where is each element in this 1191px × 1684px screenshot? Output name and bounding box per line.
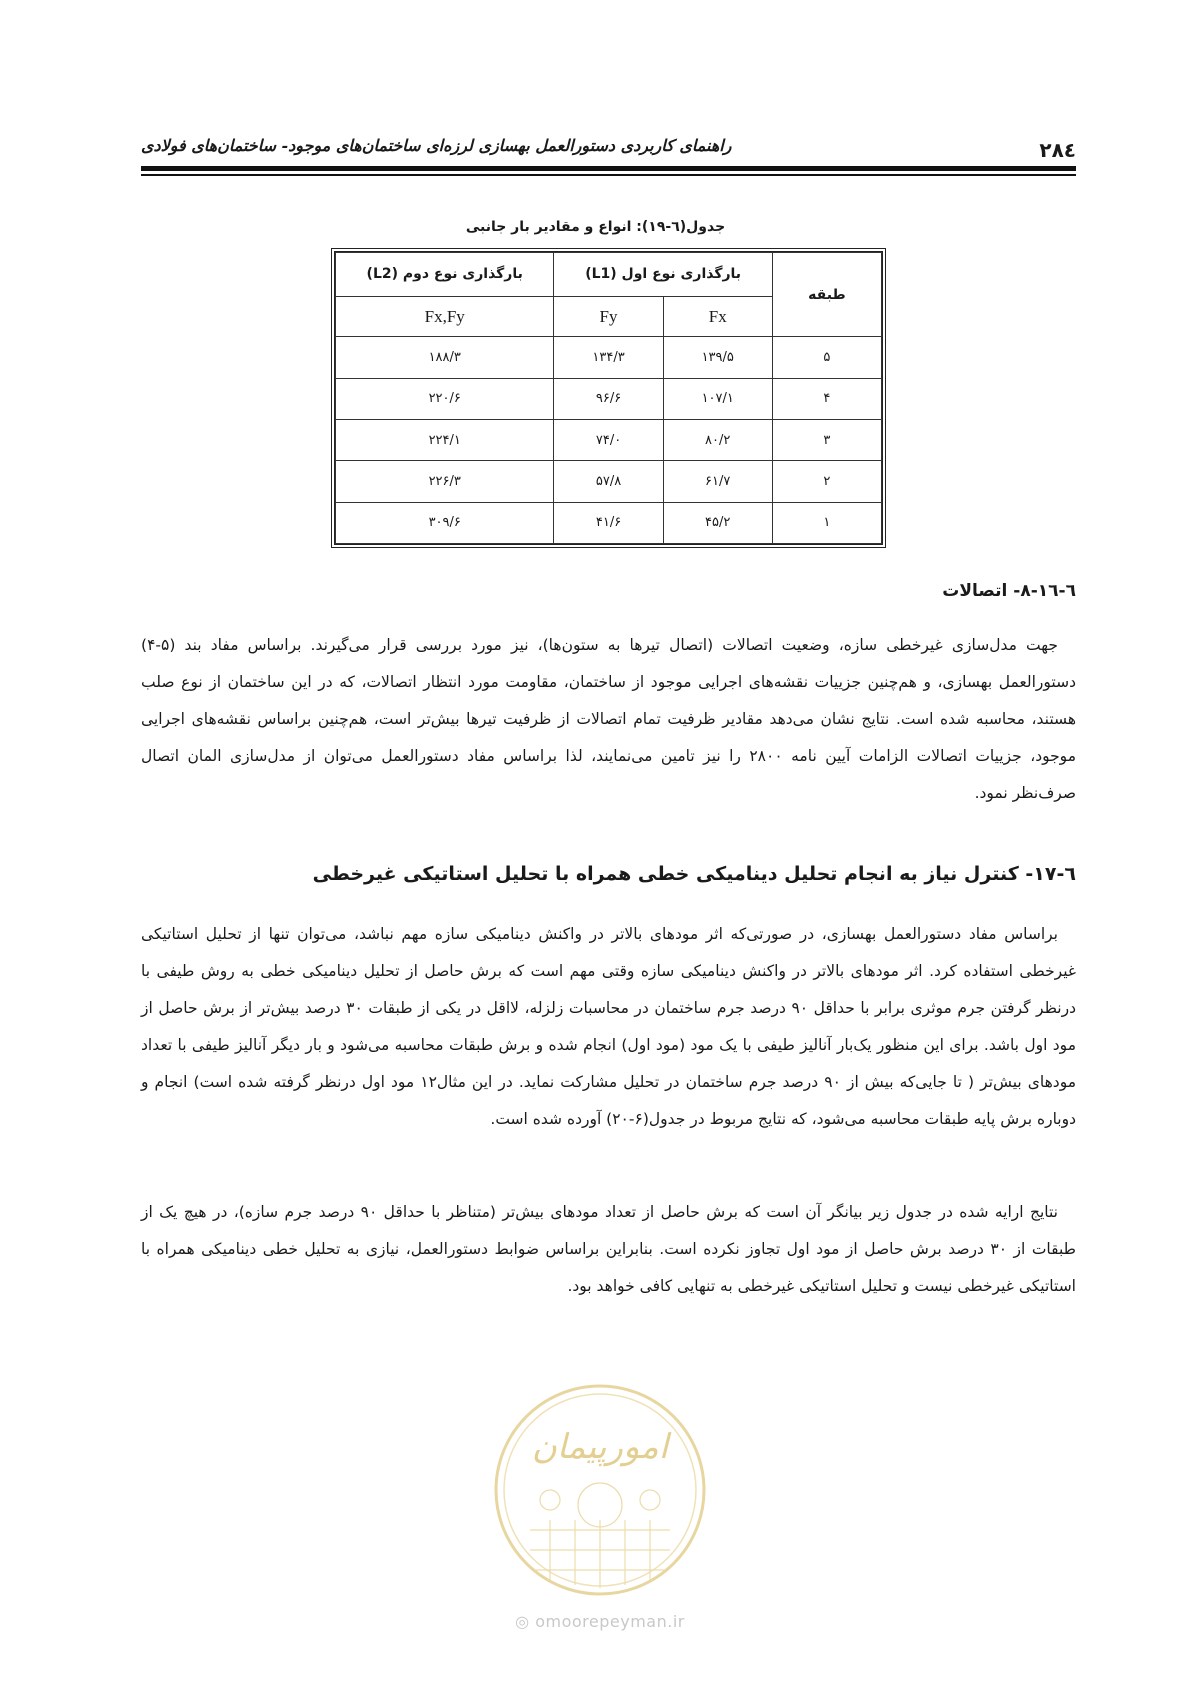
table-caption: جدول(٦-١٩): انواع و مقادیر بار جانبی bbox=[465, 219, 726, 235]
cell-fy: ۷۴/۰ bbox=[554, 420, 663, 461]
dynamic-paragraph-1: براساس مفاد دستورالعمل بهسازی، در صورتی‌که اثر مودهای بالاتر در واکنش دینامیکی سازه مهم نباشد، می‌توان تنها از تحلیل استاتیکی غیرخطی استفاده کرد. اثر مودهای بالاتر در واکنش دینامیکی سازه وقتی مهم است که برش حاصل از تحلیل دینامیکی خطی به روش طیفی با درنظر گرفتن جرم موثری برابر با حداقل ۹۰ درصد جرم ساختمان در محاسبات زلزله، لااقل در یکی از طبقات ۳۰ درصد بیش‌تر از برش حاصل از مود اول باشد. برای این منظور یک‌بار آنالیز طیفی با یک مود (مود اول) انجام شده و برش طبقات محاسبه می‌شود و بار دیگر آنالیز طیفی با تعداد مودهای بیش‌تر ( تا جایی‌که بیش از ۹۰ درصد جرم ساختمان در تحلیل مشارکت نماید. در این مثال۱۲ مود اول درنظر گرفته شده است) انجام و دوباره برش پایه طبقات محاسبه می‌شود، که نتایج مربوط در جدول(۶-۲۰) آورده شده است. bbox=[141, 925, 1077, 1128]
watermark-url bbox=[500, 1612, 700, 1631]
globe-icon: ◎ bbox=[515, 1612, 530, 1631]
page-number: ۲۸٤ bbox=[1039, 138, 1076, 162]
header-rule-thick bbox=[141, 166, 1076, 171]
watermark-logo-text: امورپیمان bbox=[531, 1427, 669, 1467]
cell-storey: ۵ bbox=[772, 337, 881, 378]
header-load-type-2: بارگذاری نوع دوم (L2) bbox=[336, 253, 554, 297]
running-title: راهنمای کاربردی دستورالعمل بهسازی لرزه‌ای ساختمان‌های موجود- ساختمان‌های فولادی bbox=[141, 136, 732, 155]
cell-fy: ۹۶/۶ bbox=[554, 378, 663, 419]
connections-paragraph: جهت مدل‌سازی غیرخطی سازه، وضعیت اتصالات (اتصال تیرها به ستون‌ها)، نیز مورد بررسی قرار می‌گیرند. براساس مفاد بند (۵-۴) دستورالعمل بهسازی، و هم‌چنین جزییات نقشه‌های اجرایی موجود از ساختمان، مقاومت مورد انتظار اتصالات، که در این ساختمان از نوع صلب هستند، محاسبه شده است. نتایج نشان می‌دهد مقادیر ظرفیت تمام اتصالات از ظرفیت تیرها بیش‌تر است، هم‌چنین براساس نقشه‌های اجرایی موجود، جزییات اتصالات الزامات آیین نامه ۲۸۰۰ را نیز تامین می‌نمایند، لذا براساس مفاد دستورالعمل می‌توان از مدل‌سازی المان اتصال صرف‌نظر نمود. bbox=[141, 636, 1076, 802]
page-header bbox=[141, 124, 1076, 164]
cell-storey: ۲ bbox=[772, 461, 881, 502]
header-rule-thin bbox=[141, 174, 1076, 176]
cell-storey: ۱ bbox=[772, 502, 881, 543]
cell-storey: ۴ bbox=[772, 378, 881, 419]
cell-fy: ۵۷/۸ bbox=[554, 461, 663, 502]
cell-fx: ۸۰/۲ bbox=[663, 420, 772, 461]
cell-storey: ۳ bbox=[772, 420, 881, 461]
cell-fy: ۱۳۴/۳ bbox=[554, 337, 663, 378]
watermark-logo bbox=[490, 1380, 710, 1600]
table-row bbox=[336, 502, 882, 543]
cell-fxfy: ۲۲۰/۶ bbox=[336, 378, 554, 419]
subheader-fx: Fx bbox=[663, 296, 772, 337]
table-row bbox=[336, 420, 882, 461]
cell-fxfy: ۱۸۸/۳ bbox=[336, 337, 554, 378]
lateral-load-table bbox=[331, 248, 886, 548]
section-heading-dynamic-control: ٦-١٧- کنترل نیاز به انجام تحلیل دینامیکی خطی همراه با تحلیل استاتیکی غیرخطی bbox=[312, 863, 1076, 885]
table-row bbox=[336, 461, 882, 502]
header-load-type-1: بارگذاری نوع اول (L1) bbox=[554, 253, 772, 297]
cell-fy: ۴۱/۶ bbox=[554, 502, 663, 543]
subheader-fxfy: Fx,Fy bbox=[336, 296, 554, 337]
table-row bbox=[336, 378, 882, 419]
cell-fxfy: ۲۲۶/۳ bbox=[336, 461, 554, 502]
watermark-url-text: omoorepeyman.ir bbox=[535, 1612, 685, 1631]
section-heading-connections: ٦-١٦-٨- اتصالات bbox=[942, 581, 1076, 601]
cell-fxfy: ۲۲۴/۱ bbox=[336, 420, 554, 461]
subheader-fy: Fy bbox=[554, 296, 663, 337]
cell-fx: ۱۳۹/۵ bbox=[663, 337, 772, 378]
cell-fx: ۱۰۷/۱ bbox=[663, 378, 772, 419]
cell-fx: ۶۱/۷ bbox=[663, 461, 772, 502]
cell-fx: ۴۵/۲ bbox=[663, 502, 772, 543]
dynamic-paragraph-2: نتایج ارایه شده در جدول زیر بیانگر آن است که برش حاصل از تعداد مودهای بیش‌تر (متناظر با حداقل ۹۰ درصد جرم سازه)، در هیچ یک از طبقات از ۳۰ درصد برش حاصل از مود اول تجاوز نکرده است. بنابراین براساس ضوابط دستورالعمل، نیازی به تحلیل خطی دینامیکی همراه با استاتیکی غیرخطی نیست و تحلیل استاتیکی غیرخطی به تنهایی کافی خواهد بود. bbox=[141, 1203, 1076, 1295]
header-storey: طبقه bbox=[772, 253, 881, 337]
table-row bbox=[336, 337, 882, 378]
cell-fxfy: ۳۰۹/۶ bbox=[336, 502, 554, 543]
